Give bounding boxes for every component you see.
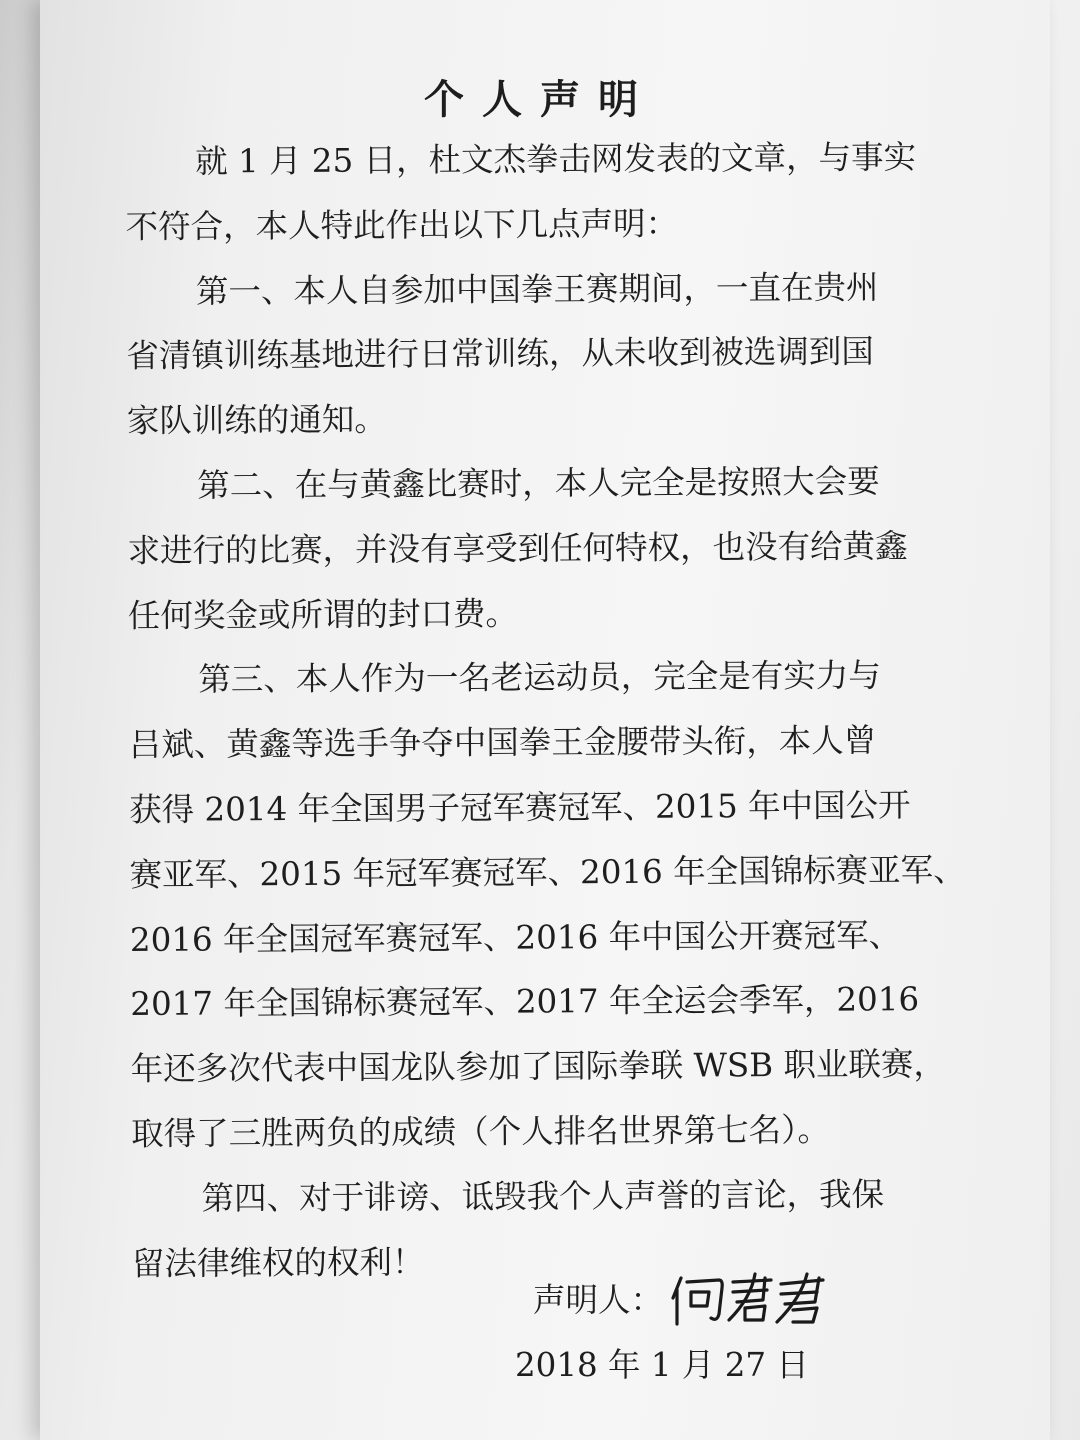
body-line: 获得 2014 年全国男子冠军赛冠军、2015 年中国公开 bbox=[129, 786, 911, 829]
body-line: 赛亚军、2015 年冠军赛冠军、2016 年全国锦标赛亚军、 bbox=[129, 850, 966, 894]
body-line: 取得了三胜两负的成绩（个人排名世界第七名）。 bbox=[131, 1110, 831, 1153]
body-line: 2016 年全国冠军赛冠军、2016 年中国公开赛冠军、 bbox=[129, 915, 902, 959]
body-line: 吕斌、黄鑫等选手争夺中国拳王金腰带头衔，本人曾 bbox=[128, 721, 877, 765]
body-line: 2017 年全国锦标赛冠军、2017 年全运会季军，2016 bbox=[130, 980, 920, 1024]
signer-line bbox=[533, 1268, 837, 1328]
handwritten-signature bbox=[667, 1268, 837, 1328]
body-line: 家队训练的通知。 bbox=[126, 400, 387, 441]
statement-body bbox=[125, 125, 974, 1296]
body-line: 不符合，本人特此作出以下几点声明： bbox=[125, 204, 679, 246]
body-line: 第三、本人作为一名老运动员，完全是有实力与 bbox=[198, 656, 881, 699]
body-line: 任何奖金或所谓的封口费。 bbox=[127, 594, 519, 635]
body-line: 求进行的比赛，并没有享受到任何特权，也没有给黄鑫 bbox=[127, 527, 908, 570]
signer-label: 声明人： bbox=[533, 1281, 664, 1319]
document-title: 个人声明 bbox=[424, 76, 656, 123]
statement-date: 2018 年 1 月 27 日 bbox=[515, 1346, 809, 1384]
body-line: 第四、对于诽谤、诋毁我个人声誉的言论，我保 bbox=[201, 1175, 885, 1218]
body-line: 就 1 月 25 日，杜文杰拳击网发表的文章，与事实 bbox=[195, 138, 917, 181]
body-line: 年还多次代表中国龙队参加了国际拳联 WSB 职业联赛， bbox=[130, 1045, 947, 1089]
body-line: 第一、本人自参加中国拳王赛期间，一直在贵州 bbox=[195, 267, 879, 311]
body-line: 省清镇训练基地进行日常训练，从未收到被选调到国 bbox=[126, 332, 875, 376]
body-line: 留法律维权的权利！ bbox=[131, 1242, 425, 1283]
body-line: 第二、在与黄鑫比赛时，本人完全是按照大会要 bbox=[197, 462, 880, 505]
